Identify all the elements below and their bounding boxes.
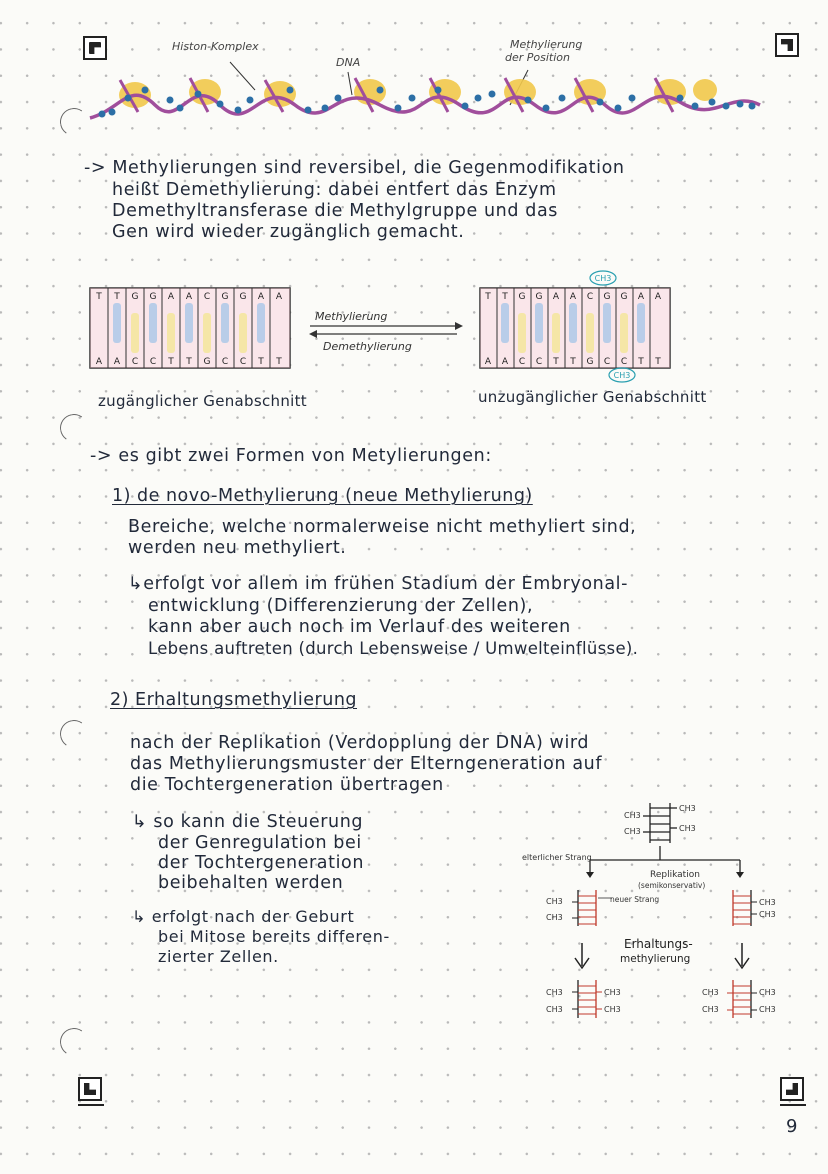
section-2-desc-3: die Tochtergeneration übertragen (130, 775, 444, 795)
ch3-label: CH3 (604, 988, 621, 997)
base-label: G (239, 292, 247, 302)
ch3-label: CH3 (546, 913, 563, 922)
section-2-bullet-1-line-4: beibehalten werden (158, 873, 344, 893)
methylation-arrow-label: Methylierung (315, 310, 388, 323)
base-label: C (535, 357, 543, 367)
ch3-label: CH3 (702, 988, 719, 997)
base-label: A (185, 292, 193, 302)
base-label: C (603, 357, 611, 367)
base-label: G (203, 357, 211, 367)
section-1-title: 1) de novo-Methylierung (neue Methylierung) (112, 486, 533, 506)
section-2-desc-1: nach der Replikation (Verdopplung der DNA) wird (130, 733, 590, 753)
base-label: T (186, 357, 192, 367)
left-replicated-ladder (572, 890, 596, 926)
section-2-bullet-2-line-2: bei Mitose bereits differen- (158, 927, 390, 946)
replication-label: Replikation (650, 870, 700, 880)
base-label: T (114, 292, 120, 302)
base-label: A (484, 357, 492, 367)
ch3-label: CH3 (702, 1005, 719, 1014)
paragraph-1-line-2: heißt Demethylierung: dabei entfert das Enzym (112, 180, 557, 200)
section-2-bullet-1-line-3: der Tochtergeneration (158, 853, 365, 873)
base-label: G (620, 292, 628, 302)
section-1-desc-2: werden neu methyliert. (128, 538, 347, 558)
base-label: G (518, 292, 526, 302)
page-number: 9 (786, 1116, 798, 1137)
base-label: T (570, 357, 576, 367)
base-label: A (95, 357, 103, 367)
base-label: C (131, 357, 139, 367)
base-label: A (275, 292, 283, 302)
base-label: A (637, 292, 645, 302)
base-label: G (535, 292, 543, 302)
chromatin-diagram (80, 50, 770, 140)
ch3-label: CH3 (679, 804, 696, 813)
base-label: T (485, 292, 491, 302)
base-label: A (552, 292, 560, 302)
ch3-label: CH3 (624, 827, 641, 836)
inaccessible-dna-block (480, 271, 670, 382)
base-label: T (276, 357, 282, 367)
ch3-badge: CH3 (594, 274, 612, 283)
base-label: G (131, 292, 139, 302)
paragraph-1-line-1: -> Methylierungen sind reversibel, die Gegenmodifikation (84, 158, 625, 178)
ch3-badge: CH3 (613, 371, 631, 380)
accessible-dna-block (90, 288, 290, 368)
section-1-bullet-1: ↳erfolgt vor allem im frühen Stadium der Embryonal- (128, 574, 629, 594)
base-label: A (501, 357, 509, 367)
base-label: C (239, 357, 247, 367)
section-1-bullet-3: kann aber auch noch im Verlauf des weiteren (148, 617, 571, 637)
label-dna: DNA (336, 56, 361, 69)
label-methylation-1: Methylierung (510, 38, 583, 51)
corner-marker-bottom-left (78, 1077, 102, 1101)
base-label: C (518, 357, 526, 367)
base-label: C (203, 292, 211, 302)
parent-strand-label: elterlicher Strang (522, 853, 592, 862)
new-strand-label: neuer Strang (610, 895, 660, 904)
right-replicated-ladder (733, 890, 757, 926)
demethylation-arrow-label: Demethylierung (323, 340, 412, 353)
maintenance-methylation-label: methylierung (620, 953, 691, 965)
section-intro: -> es gibt zwei Formen von Metylierungen: (90, 446, 492, 466)
base-label: T (655, 357, 661, 367)
base-label: G (149, 292, 157, 302)
bottom-right-line (780, 1104, 806, 1106)
section-2-desc-2: das Methylierungsmuster der Elterngeneration auf (130, 754, 603, 774)
section-1-desc-1: Bereiche, welche normalerweise nicht methyliert sind, (128, 517, 637, 537)
section-2-bullet-1-line-1: ↳ so kann die Steuerung (132, 812, 364, 832)
section-2-title: 2) Erhaltungsmethylierung (110, 690, 358, 710)
ch3-label: CH3 (679, 824, 696, 833)
base-label: T (168, 357, 174, 367)
base-label: A (113, 357, 121, 367)
section-2-bullet-2-line-1: ↳ erfolgt nach der Geburt (132, 907, 355, 926)
ch3-label: CH3 (546, 897, 563, 906)
paragraph-1-line-4: Gen wird wieder zugänglich gemacht. (112, 222, 465, 242)
base-label: C (620, 357, 628, 367)
ch3-label: CH3 (546, 1005, 563, 1014)
paragraph-1-line-3: Demethyltransferase die Methylgruppe und das (112, 201, 558, 221)
left-maintained-ladder (572, 980, 602, 1018)
base-label: A (167, 292, 175, 302)
base-label: T (502, 292, 508, 302)
base-label: G (221, 292, 229, 302)
bottom-left-line (78, 1104, 104, 1106)
base-label: C (149, 357, 157, 367)
section-1-bullet-2: entwicklung (Differenzierung der Zellen), (148, 596, 534, 616)
caption-accessible: zugänglicher Genabschnitt (98, 392, 307, 410)
base-label: A (654, 292, 662, 302)
base-label: A (257, 292, 265, 302)
corner-marker-top-right (775, 33, 799, 57)
ch3-label: CH3 (759, 988, 776, 997)
methylation-arrows (309, 310, 463, 353)
section-2-bullet-2-line-3: zierter Zellen. (158, 947, 279, 966)
base-label: A (569, 292, 577, 302)
base-label: T (258, 357, 264, 367)
replication-diagram (520, 798, 790, 1028)
ch3-label: CH3 (546, 988, 563, 997)
section-2-bullet-1-line-2: der Genregulation bei (158, 833, 362, 853)
gene-section-diagram (85, 268, 705, 388)
base-label: G (586, 357, 594, 367)
base-label: T (553, 357, 559, 367)
base-label: T (96, 292, 102, 302)
base-label: C (586, 292, 594, 302)
ch3-label: CH3 (759, 910, 776, 919)
maintenance-methylation-label: Erhaltungs- (624, 937, 693, 951)
caption-inaccessible: unzugänglicher Genabschnitt (478, 388, 707, 406)
right-maintained-ladder (727, 980, 757, 1018)
section-1-bullet-4: Lebens auftreten (durch Lebensweise / Umwelteinflüsse). (148, 639, 639, 658)
semiconservative-label: (semikonservativ) (638, 881, 706, 890)
label-methylation-2: der Position (505, 51, 570, 64)
ch3-label: CH3 (624, 811, 641, 820)
base-label: C (221, 357, 229, 367)
base-label: G (603, 292, 611, 302)
ch3-label: CH3 (604, 1005, 621, 1014)
label-histone-complex: Histon-Komplex (172, 40, 259, 53)
base-label: T (638, 357, 644, 367)
ch3-label: CH3 (759, 898, 776, 907)
parent-dna-ladder (643, 803, 677, 843)
ch3-label: CH3 (759, 1005, 776, 1014)
corner-marker-bottom-right (780, 1077, 804, 1101)
